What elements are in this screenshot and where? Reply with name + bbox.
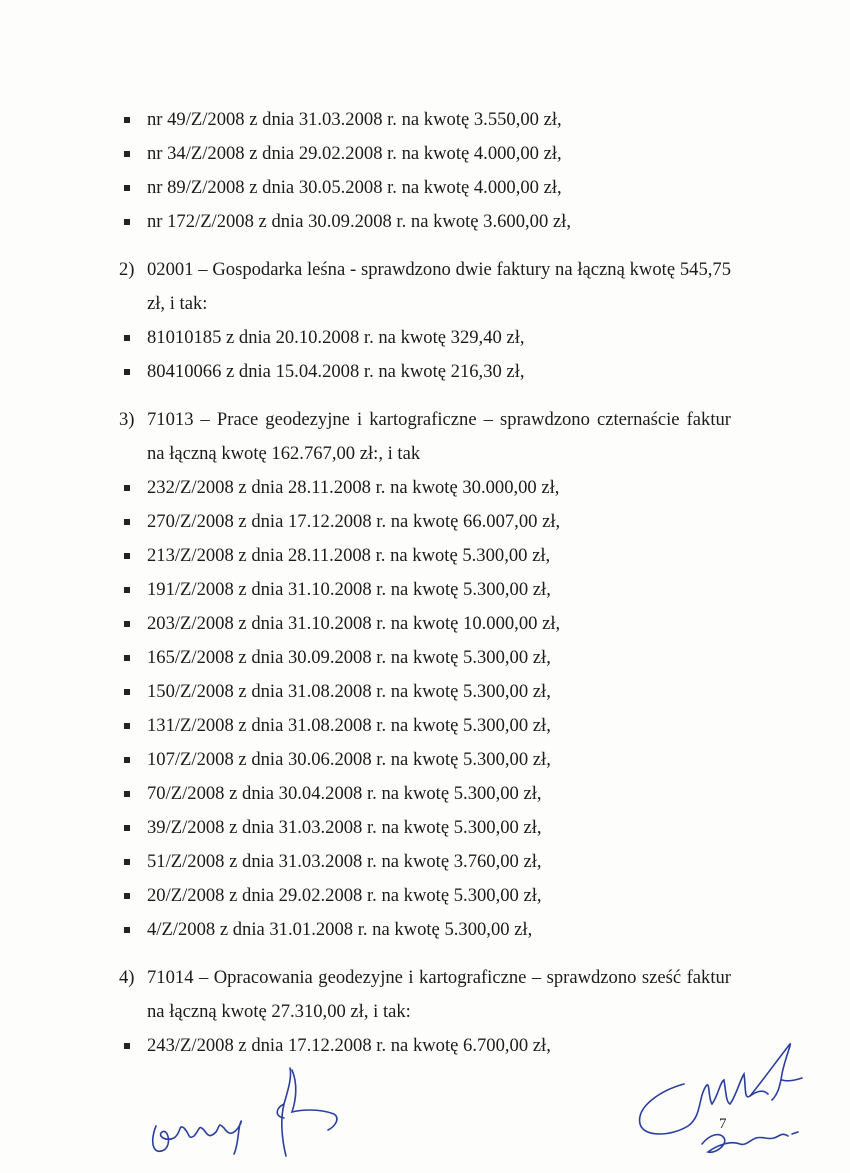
list-item: 39/Z/2008 z dnia 31.03.2008 r. na kwotę 5.300,00 zł,: [119, 811, 731, 845]
handwritten-signature-icon: [262, 1060, 352, 1160]
square-bullet-icon: [124, 655, 130, 661]
list-item: 191/Z/2008 z dnia 31.10.2008 r. na kwotę 5.300,00 zł,: [119, 573, 731, 607]
list-item: 165/Z/2008 z dnia 30.09.2008 r. na kwotę 5.300,00 zł,: [119, 641, 731, 675]
square-bullet-icon: [124, 927, 130, 933]
list-item: 203/Z/2008 z dnia 31.10.2008 r. na kwotę 10.000,00 zł,: [119, 607, 731, 641]
section-text: 71013 – Prace geodezyjne i kartograficzne – sprawdzono czternaście faktur na łączną kwotę 162.767,00 zł:, i tak: [147, 409, 731, 464]
section-text: 71014 – Opracowania geodezyjne i kartograficzne – sprawdzono sześć faktur na łączną kwotę 27.310,00 zł, i tak:: [147, 967, 731, 1022]
list-item: 70/Z/2008 z dnia 30.04.2008 r. na kwotę 5.300,00 zł,: [119, 777, 731, 811]
list-item: 51/Z/2008 z dnia 31.03.2008 r. na kwotę 3.760,00 zł,: [119, 845, 731, 879]
square-bullet-icon: [124, 151, 130, 157]
list-item: nr 172/Z/2008 z dnia 30.09.2008 r. na kwotę 3.600,00 zł,: [119, 205, 731, 239]
list-item: 150/Z/2008 z dnia 31.08.2008 r. na kwotę 5.300,00 zł,: [119, 675, 731, 709]
section-3: [119, 403, 731, 947]
list-item: 80410066 z dnia 15.04.2008 r. na kwotę 216,30 zł,: [119, 355, 731, 389]
section-heading: [119, 253, 731, 321]
list-item: 131/Z/2008 z dnia 31.08.2008 r. na kwotę 5.300,00 zł,: [119, 709, 731, 743]
signature-middle: [262, 1060, 352, 1160]
square-bullet-icon: [124, 185, 130, 191]
square-bullet-icon: [124, 859, 130, 865]
section-heading: [119, 403, 731, 471]
signature-left: [148, 1098, 258, 1158]
square-bullet-icon: [124, 553, 130, 559]
page-number: 7: [719, 1116, 727, 1132]
section-number: 3): [119, 409, 135, 430]
square-bullet-icon: [124, 791, 130, 797]
square-bullet-icon: [124, 587, 130, 593]
list-item: 4/Z/2008 z dnia 31.01.2008 r. na kwotę 5.300,00 zł,: [119, 913, 731, 947]
list-item: 81010185 z dnia 20.10.2008 r. na kwotę 329,40 zł,: [119, 321, 731, 355]
handwritten-signature-icon: [632, 1040, 812, 1165]
list-item: 20/Z/2008 z dnia 29.02.2008 r. na kwotę 5.300,00 zł,: [119, 879, 731, 913]
square-bullet-icon: [124, 519, 130, 525]
intro-list: [119, 103, 731, 239]
list-item: nr 49/Z/2008 z dnia 31.03.2008 r. na kwotę 3.550,00 zł,: [119, 103, 731, 137]
square-bullet-icon: [124, 621, 130, 627]
section-2: [119, 253, 731, 389]
square-bullet-icon: [124, 1043, 130, 1049]
square-bullet-icon: [124, 219, 130, 225]
document-content: [119, 103, 731, 1063]
signature-right: [632, 1040, 812, 1165]
list-item: nr 34/Z/2008 z dnia 29.02.2008 r. na kwotę 4.000,00 zł,: [119, 137, 731, 171]
square-bullet-icon: [124, 485, 130, 491]
square-bullet-icon: [124, 757, 130, 763]
square-bullet-icon: [124, 689, 130, 695]
list-item: nr 89/Z/2008 z dnia 30.05.2008 r. na kwotę 4.000,00 zł,: [119, 171, 731, 205]
list-item: 243/Z/2008 z dnia 17.12.2008 r. na kwotę 6.700,00 zł,: [119, 1029, 731, 1063]
square-bullet-icon: [124, 723, 130, 729]
square-bullet-icon: [124, 893, 130, 899]
section-heading: [119, 961, 731, 1029]
handwritten-signature-icon: [148, 1098, 258, 1158]
square-bullet-icon: [124, 825, 130, 831]
square-bullet-icon: [124, 369, 130, 375]
square-bullet-icon: [124, 335, 130, 341]
list-item: 213/Z/2008 z dnia 28.11.2008 r. na kwotę 5.300,00 zł,: [119, 539, 731, 573]
square-bullet-icon: [124, 117, 130, 123]
list-item: 232/Z/2008 z dnia 28.11.2008 r. na kwotę 30.000,00 zł,: [119, 471, 731, 505]
section-text: 02001 – Gospodarka leśna - sprawdzono dwie faktury na łączną kwotę 545,75 zł, i tak:: [147, 259, 731, 314]
list-item: 107/Z/2008 z dnia 30.06.2008 r. na kwotę 5.300,00 zł,: [119, 743, 731, 777]
section-number: 4): [119, 967, 135, 988]
list-item: 270/Z/2008 z dnia 17.12.2008 r. na kwotę 66.007,00 zł,: [119, 505, 731, 539]
section-number: 2): [119, 259, 135, 280]
